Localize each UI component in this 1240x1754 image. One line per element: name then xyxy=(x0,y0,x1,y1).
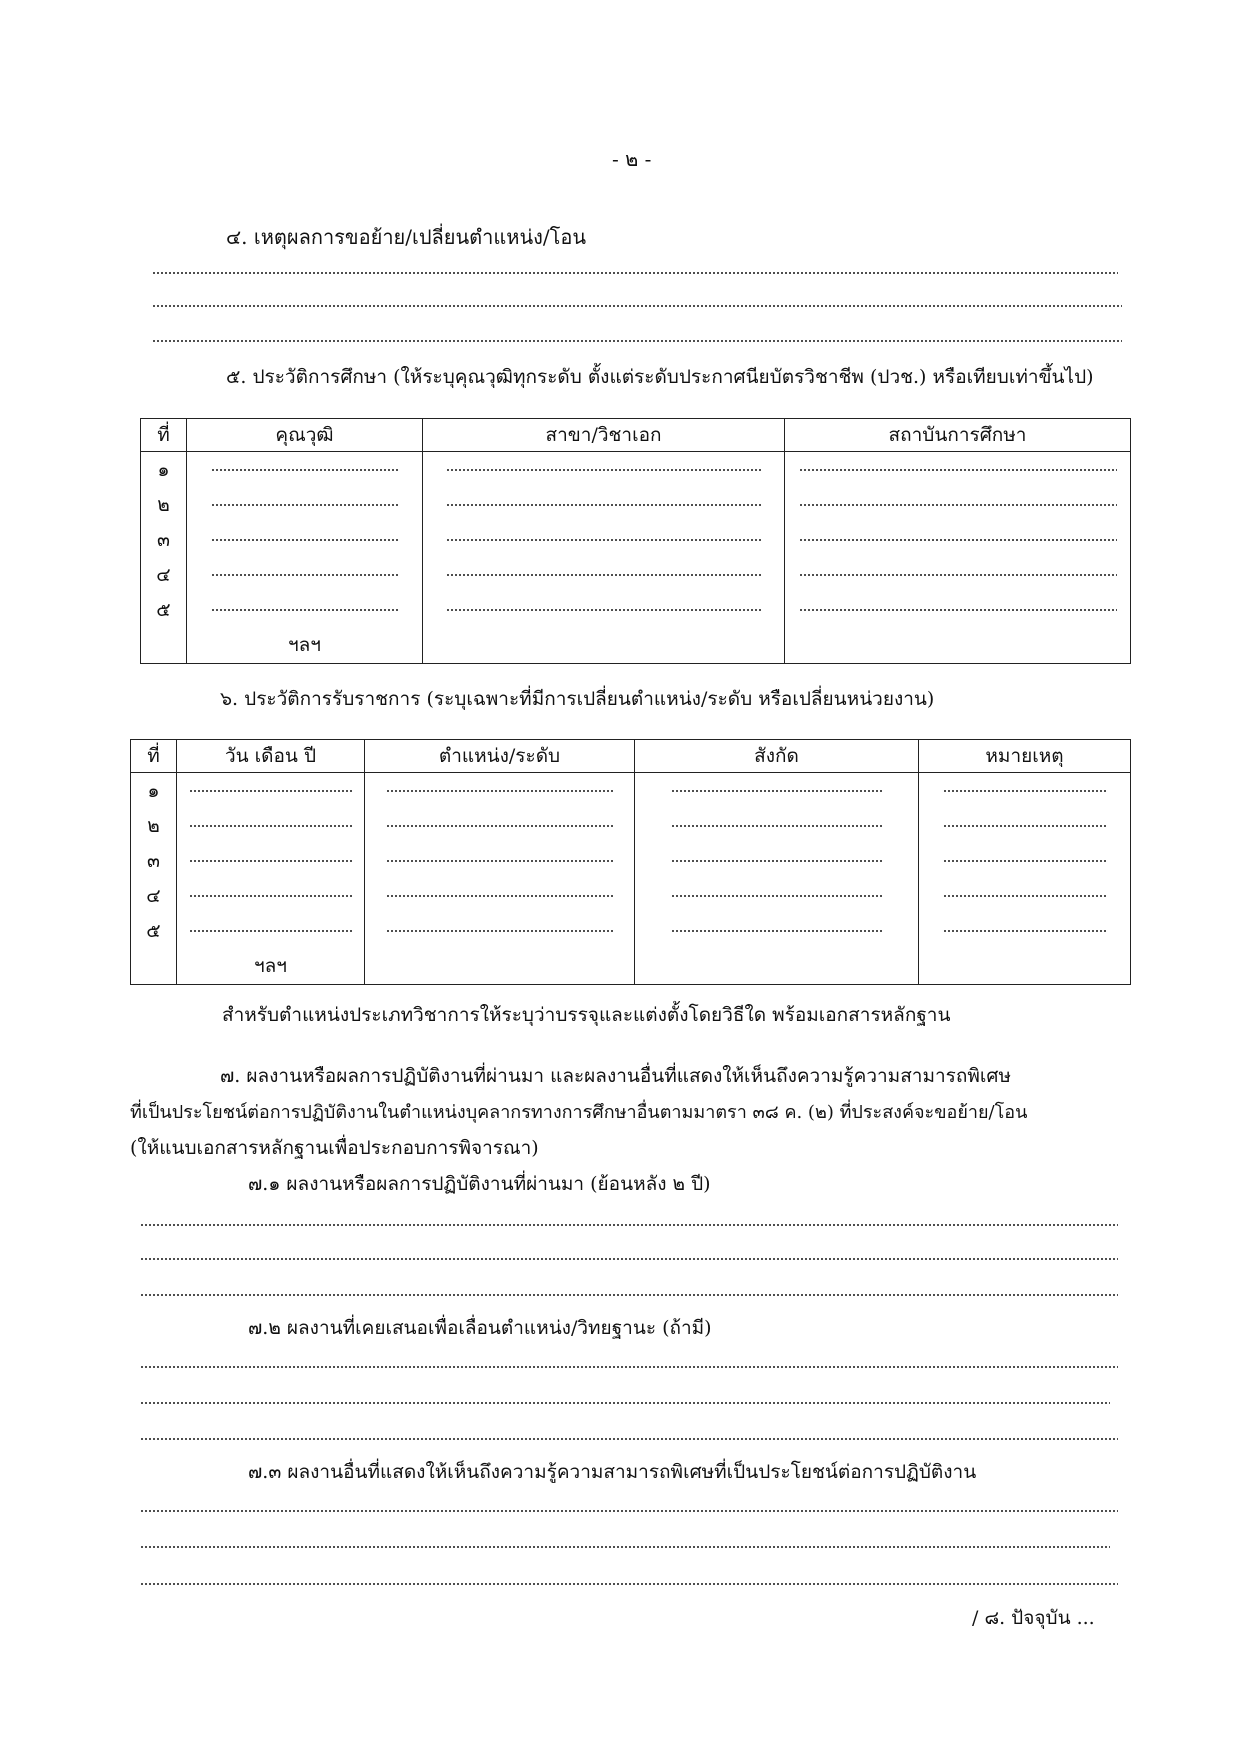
section4-answer-line-3[interactable] xyxy=(152,340,1122,342)
section7-2-answer-line-3[interactable] xyxy=(140,1438,1118,1440)
service-table-header xyxy=(131,740,1131,773)
section5-title: ๕. ประวัติการศึกษา (ให้ระบุคุณวุฒิทุกระดับ ตั้งแต่ระดับประกาศนียบัตรวิชาชีพ (ปวช.) หรือเทียบเท่าขึ้นไป) xyxy=(226,366,1094,388)
qualification-field[interactable] xyxy=(187,592,423,627)
header-institution: สถาบันการศึกษา xyxy=(785,419,1131,452)
section4-answer-line-2[interactable] xyxy=(152,305,1122,307)
section7-line-1: ๗. ผลงานหรือผลการปฏิบัติงานที่ผ่านมา และผลงานอื่นที่แสดงให้เห็นถึงความรู้ความสามารถพิเศษ xyxy=(220,1065,1011,1087)
major-field[interactable] xyxy=(423,522,785,557)
institution-field[interactable] xyxy=(785,557,1131,592)
section7-3-answer-line-1[interactable] xyxy=(140,1510,1118,1512)
position-field[interactable] xyxy=(365,808,635,843)
table-row-etc xyxy=(131,948,1131,985)
remark-field[interactable] xyxy=(919,878,1131,913)
row-number: ๑ xyxy=(131,773,177,809)
table-row xyxy=(141,522,1131,557)
table-row xyxy=(141,487,1131,522)
section7-1-title: ๗.๑ ผลงานหรือผลการปฏิบัติงานที่ผ่านมา (ย้อนหลัง ๒ ปี) xyxy=(248,1173,711,1195)
table-row xyxy=(141,592,1131,627)
education-table-header xyxy=(141,419,1131,452)
affiliation-field[interactable] xyxy=(635,773,919,809)
section7-1-answer-line-2[interactable] xyxy=(140,1258,1118,1260)
header-no: ที่ xyxy=(141,419,187,452)
header-position: ตำแหน่ง/ระดับ xyxy=(365,740,635,773)
etc-label: ฯลฯ xyxy=(288,634,321,656)
section7-line-3: (ให้แนบเอกสารหลักฐานเพื่อประกอบการพิจารณา) xyxy=(130,1137,539,1159)
qualification-field[interactable] xyxy=(187,522,423,557)
section6-note: สำหรับตำแหน่งประเภทวิชาการให้ระบุว่าบรรจุและแต่งตั้งโดยวิธีใด พร้อมเอกสารหลักฐาน xyxy=(222,1004,951,1026)
row-number: ๒ xyxy=(141,487,187,522)
position-field[interactable] xyxy=(365,913,635,948)
etc-label: ฯลฯ xyxy=(254,955,287,977)
table-row xyxy=(131,913,1131,948)
table-row xyxy=(131,878,1131,913)
section4-title: ๔. เหตุผลการขอย้าย/เปลี่ยนตำแหน่ง/โอน xyxy=(226,225,587,249)
header-major: สาขา/วิชาเอก xyxy=(423,419,785,452)
header-remark: หมายเหตุ xyxy=(919,740,1131,773)
institution-field[interactable] xyxy=(785,452,1131,488)
institution-field[interactable] xyxy=(785,487,1131,522)
section7-2-title: ๗.๒ ผลงานที่เคยเสนอเพื่อเลื่อนตำแหน่ง/วิทยฐานะ (ถ้ามี) xyxy=(248,1317,712,1339)
date-field[interactable] xyxy=(177,773,365,809)
section7-3-answer-line-2[interactable] xyxy=(140,1546,1110,1548)
section7-line-2: ที่เป็นประโยชน์ต่อการปฏิบัติงานในตำแหน่งบุคลากรทางการศึกษาอื่นตามมาตรา ๓๘ ค. (๒) ที่ประสงค์จะขอย้าย/โอน xyxy=(130,1102,1028,1123)
row-number: ๕ xyxy=(131,913,177,948)
section7-3-answer-line-3[interactable] xyxy=(140,1583,1118,1585)
section6-title: ๖. ประวัติการรับราชการ (ระบุเฉพาะที่มีการเปลี่ยนตำแหน่ง/ระดับ หรือเปลี่ยนหน่วยงาน) xyxy=(220,688,935,710)
date-field[interactable] xyxy=(177,878,365,913)
institution-field[interactable] xyxy=(785,592,1131,627)
row-number: ๑ xyxy=(141,452,187,488)
date-field[interactable] xyxy=(177,913,365,948)
qualification-field[interactable] xyxy=(187,452,423,488)
date-field[interactable] xyxy=(177,843,365,878)
date-field[interactable] xyxy=(177,808,365,843)
table-row-etc xyxy=(141,627,1131,664)
affiliation-field[interactable] xyxy=(635,878,919,913)
section7-1-answer-line-1[interactable] xyxy=(140,1224,1118,1226)
row-number: ๒ xyxy=(131,808,177,843)
section7-2-answer-line-2[interactable] xyxy=(140,1402,1110,1404)
qualification-field[interactable] xyxy=(187,487,423,522)
major-field[interactable] xyxy=(423,452,785,488)
row-number: ๓ xyxy=(141,522,187,557)
row-number: ๓ xyxy=(131,843,177,878)
table-row xyxy=(131,808,1131,843)
qualification-field[interactable] xyxy=(187,557,423,592)
remark-field[interactable] xyxy=(919,843,1131,878)
position-field[interactable] xyxy=(365,843,635,878)
education-history-table xyxy=(140,418,1131,664)
table-row xyxy=(131,843,1131,878)
table-row xyxy=(131,773,1131,809)
affiliation-field[interactable] xyxy=(635,913,919,948)
table-row xyxy=(141,452,1131,488)
header-no: ที่ xyxy=(131,740,177,773)
position-field[interactable] xyxy=(365,878,635,913)
section7-2-answer-line-1[interactable] xyxy=(140,1366,1118,1368)
affiliation-field[interactable] xyxy=(635,843,919,878)
page-number: - ๒ - xyxy=(612,147,652,171)
remark-field[interactable] xyxy=(919,913,1131,948)
header-affiliation: สังกัด xyxy=(635,740,919,773)
affiliation-field[interactable] xyxy=(635,808,919,843)
row-number: ๔ xyxy=(141,557,187,592)
remark-field[interactable] xyxy=(919,773,1131,809)
institution-field[interactable] xyxy=(785,522,1131,557)
position-field[interactable] xyxy=(365,773,635,809)
table-row xyxy=(141,557,1131,592)
section4-answer-line-1[interactable] xyxy=(152,272,1118,274)
major-field[interactable] xyxy=(423,487,785,522)
section7-1-answer-line-3[interactable] xyxy=(140,1294,1118,1296)
header-qualification: คุณวุฒิ xyxy=(187,419,423,452)
continuation-marker: / ๘. ปัจจุบัน ... xyxy=(972,1607,1095,1629)
major-field[interactable] xyxy=(423,592,785,627)
service-history-table xyxy=(130,739,1131,985)
major-field[interactable] xyxy=(423,557,785,592)
row-number: ๕ xyxy=(141,592,187,627)
header-date: วัน เดือน ปี xyxy=(177,740,365,773)
remark-field[interactable] xyxy=(919,808,1131,843)
row-number: ๔ xyxy=(131,878,177,913)
section7-3-title: ๗.๓ ผลงานอื่นที่แสดงให้เห็นถึงความรู้ความสามารถพิเศษที่เป็นประโยชน์ต่อการปฏิบัติงาน xyxy=(248,1461,977,1483)
